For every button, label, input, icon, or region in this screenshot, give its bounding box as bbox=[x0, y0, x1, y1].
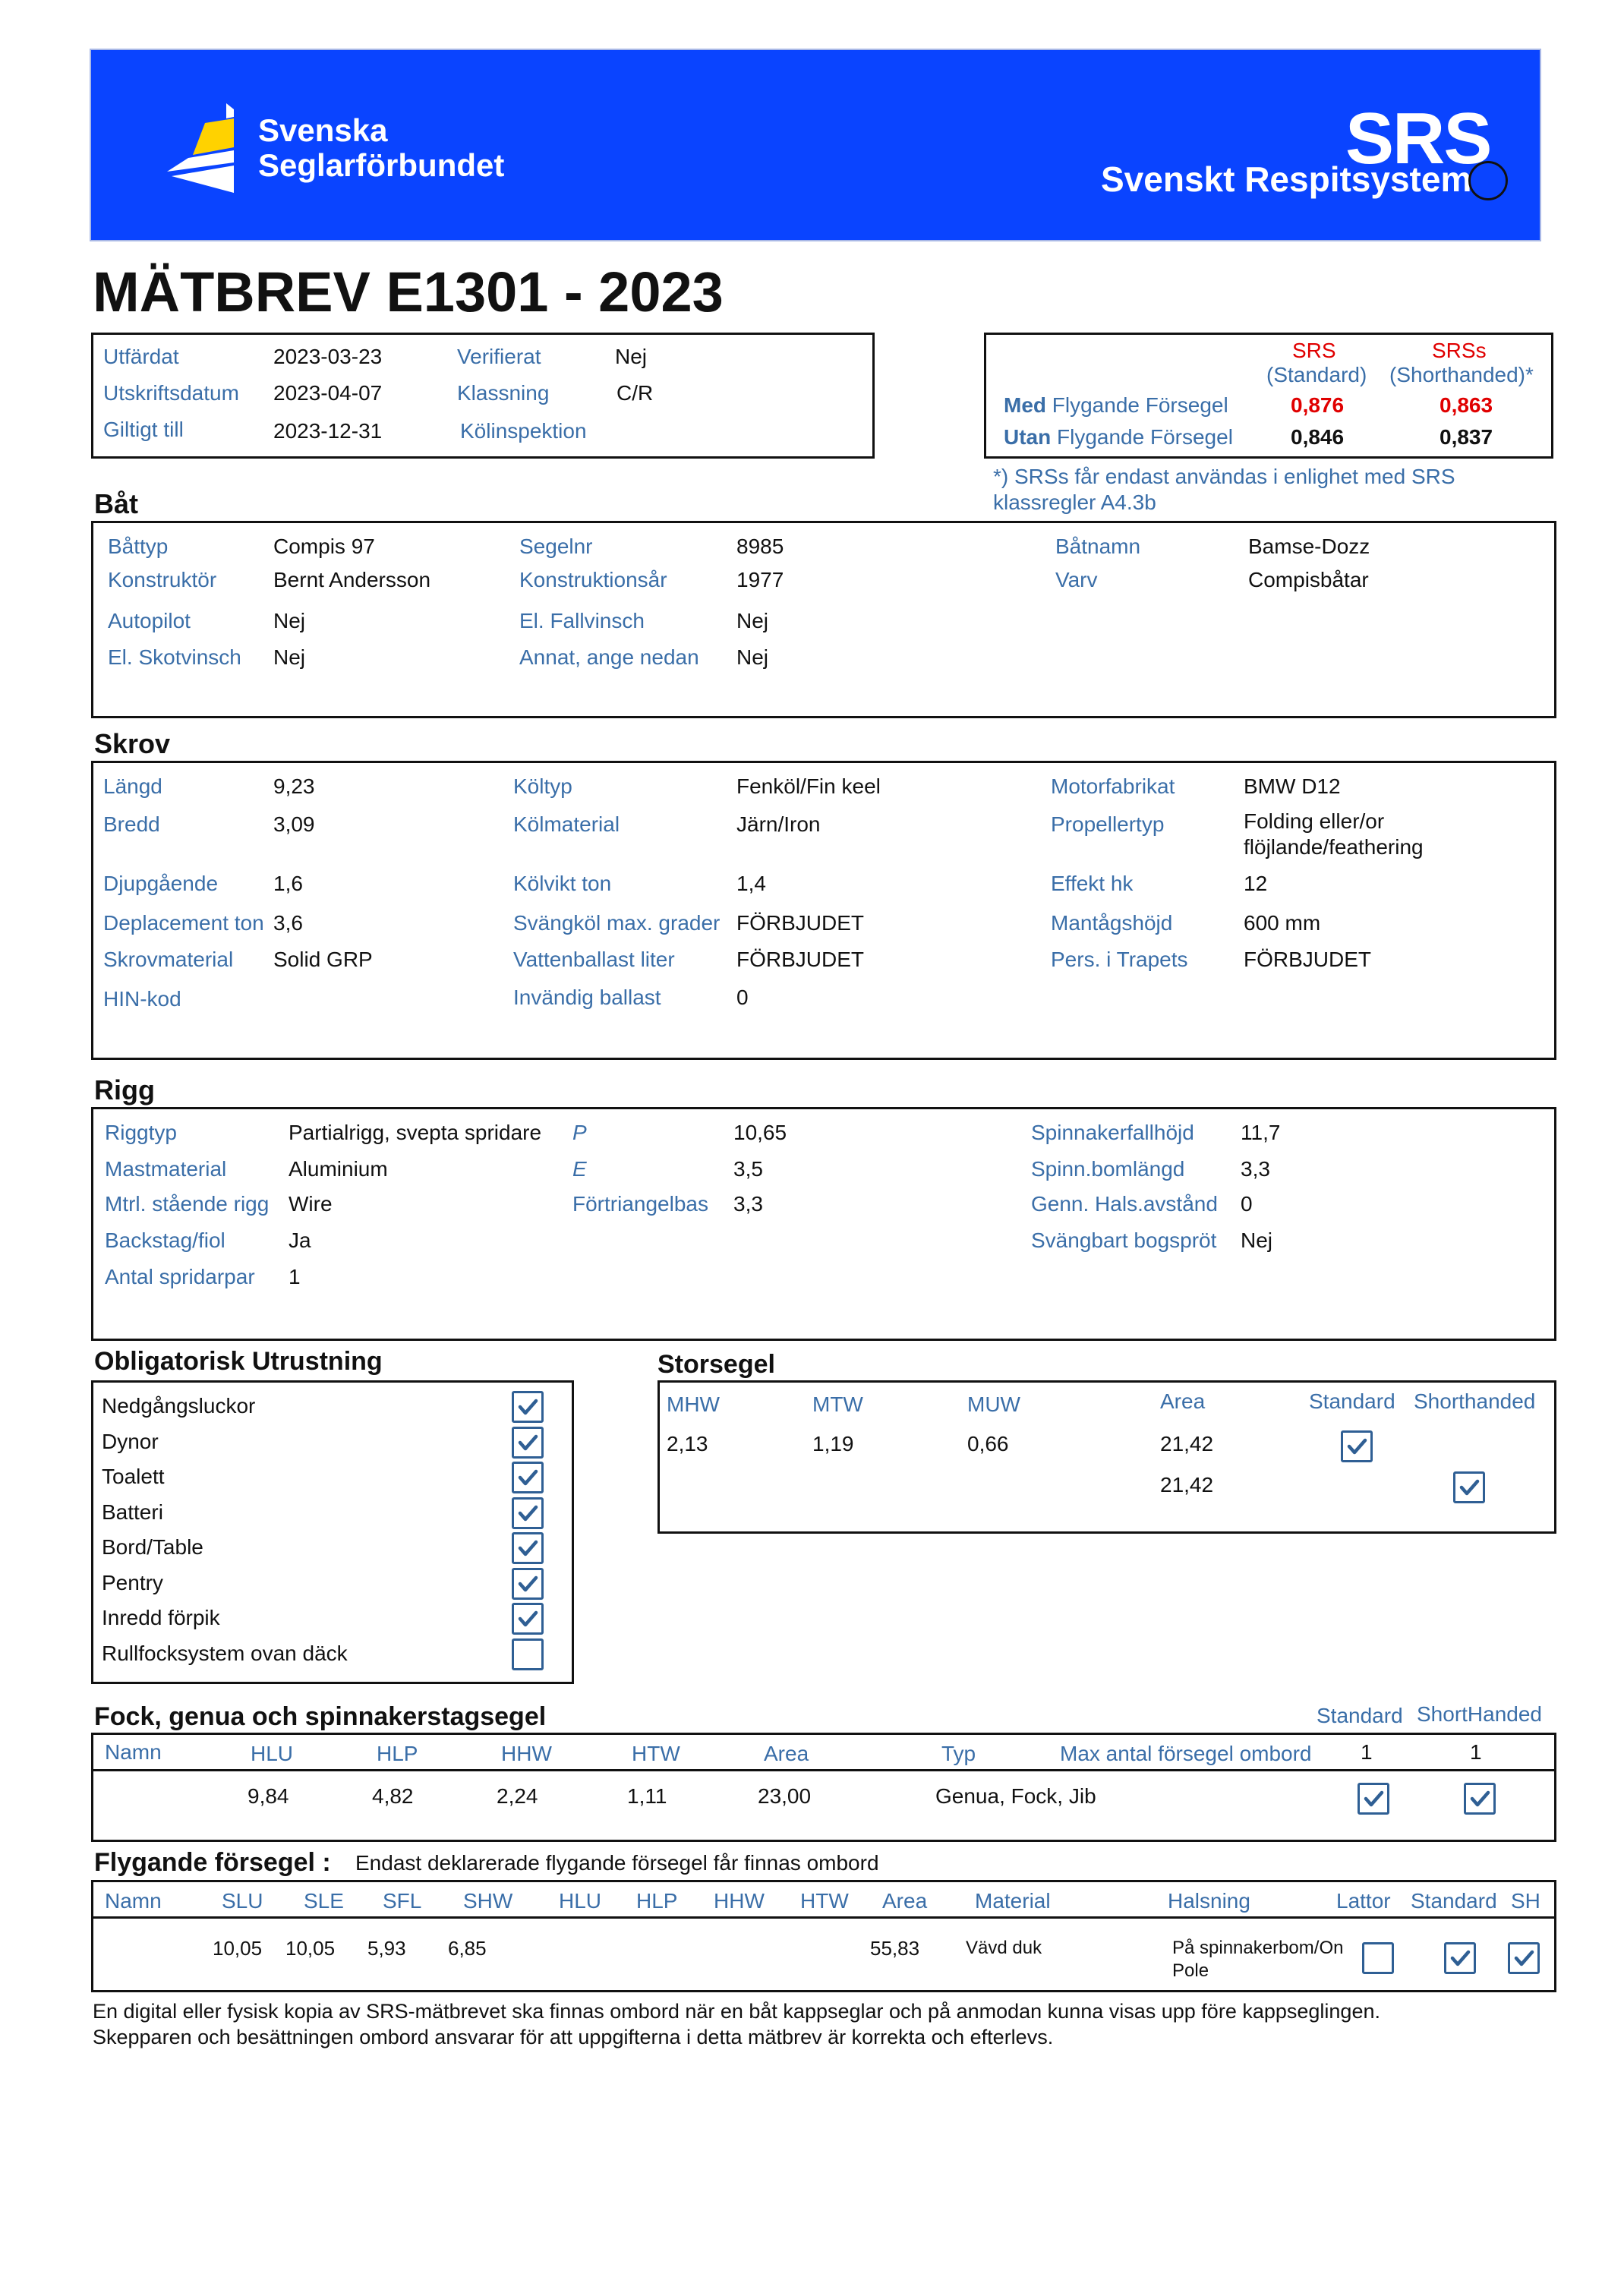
storsegel-standard-checkbox[interactable] bbox=[1341, 1430, 1373, 1462]
spinnakerfallhojd-label: Spinnakerfallhöjd bbox=[1031, 1121, 1194, 1144]
annat-value: Nej bbox=[736, 645, 769, 669]
checkmark-icon bbox=[514, 1570, 541, 1597]
flygande-namn-header: Namn bbox=[105, 1889, 162, 1913]
p-value: 10,65 bbox=[733, 1121, 787, 1144]
utrustning-item-label: Toalett bbox=[102, 1465, 165, 1488]
bat-heading: Båt bbox=[94, 488, 139, 519]
srss-utan-value: 0,837 bbox=[1440, 425, 1493, 449]
checkmark-icon bbox=[514, 1464, 541, 1491]
flygande-area-header: Area bbox=[882, 1889, 928, 1913]
effekt-label: Effekt hk bbox=[1051, 872, 1134, 895]
flygande-slu-header: SLU bbox=[222, 1889, 263, 1913]
langd-value: 9,23 bbox=[273, 774, 315, 798]
motorfabrikat-label: Motorfabrikat bbox=[1051, 774, 1175, 798]
storsegel-standard-header: Standard bbox=[1309, 1389, 1395, 1413]
mastmaterial-label: Mastmaterial bbox=[105, 1157, 227, 1181]
giltigt-label: Giltigt till bbox=[103, 418, 184, 441]
bredd-value: 3,09 bbox=[273, 812, 315, 836]
svangkol-label: Svängköl max. grader bbox=[513, 911, 721, 935]
flygande-heading-note: Endast deklarerade flygande försegel får finnas ombord bbox=[355, 1851, 879, 1875]
srs-col-head: SRS bbox=[1292, 339, 1336, 362]
srs-col-sub: (Standard) bbox=[1266, 363, 1367, 386]
checkmark-icon bbox=[1455, 1474, 1483, 1501]
checkmark-icon bbox=[514, 1605, 541, 1632]
segelnr-value: 8985 bbox=[736, 535, 784, 558]
srss-col-head: SRSs bbox=[1432, 339, 1487, 362]
utrustning-item-checkbox[interactable] bbox=[512, 1427, 544, 1459]
checkmark-icon bbox=[514, 1500, 541, 1527]
utrustning-item-checkbox[interactable] bbox=[512, 1638, 544, 1670]
utrustning-item-checkbox[interactable] bbox=[512, 1603, 544, 1635]
srss-col-sub: (Shorthanded)* bbox=[1389, 363, 1534, 386]
storsegel-area-header: Area bbox=[1160, 1389, 1206, 1413]
org-name-line2: Seglarförbundet bbox=[258, 147, 505, 183]
fock-namn-header: Namn bbox=[105, 1740, 162, 1764]
invandig-ballast-label: Invändig ballast bbox=[513, 986, 661, 1009]
verifierat-label: Verifierat bbox=[457, 345, 541, 368]
flygande-heading: Flygande försegel : bbox=[94, 1848, 331, 1877]
halsavstand-label: Genn. Hals.avstånd bbox=[1031, 1192, 1218, 1216]
motorfabrikat-value: BMW D12 bbox=[1244, 774, 1341, 798]
flygande-sh-header: SH bbox=[1511, 1889, 1540, 1913]
mastmaterial-value: Aluminium bbox=[289, 1157, 388, 1181]
srss-note-line1: *) SRSs får endast användas i enlighet med SRS bbox=[993, 465, 1455, 488]
checkmark-icon bbox=[514, 1393, 541, 1421]
djup-value: 1,6 bbox=[273, 872, 303, 895]
utrustning-item-checkbox[interactable] bbox=[512, 1532, 544, 1564]
flygande-standard-header: Standard bbox=[1411, 1889, 1497, 1913]
storsegel-mtw-value: 1,19 bbox=[812, 1432, 854, 1456]
konstruktionsar-label: Konstruktionsår bbox=[519, 568, 667, 591]
checkmark-icon bbox=[1343, 1433, 1370, 1460]
pers-trapets-label: Pers. i Trapets bbox=[1051, 948, 1188, 971]
battyp-value: Compis 97 bbox=[273, 535, 375, 558]
utrustning-item-label: Bord/Table bbox=[102, 1535, 203, 1559]
flygande-lattor-checkbox[interactable] bbox=[1362, 1942, 1394, 1974]
storsegel-area-value-2: 21,42 bbox=[1160, 1473, 1214, 1496]
skrov-heading: Skrov bbox=[94, 728, 171, 759]
fock-hlp-header: HLP bbox=[377, 1742, 418, 1765]
flygande-hlu-header: HLU bbox=[559, 1889, 602, 1913]
flygande-lattor-header: Lattor bbox=[1336, 1889, 1391, 1913]
propellertyp-value-line1: Folding eller/or bbox=[1244, 809, 1385, 833]
circle-icon bbox=[1468, 161, 1508, 200]
flygande-sle-header: SLE bbox=[304, 1889, 344, 1913]
segelnr-label: Segelnr bbox=[519, 535, 593, 558]
bogsprot-value: Nej bbox=[1241, 1228, 1273, 1252]
skotvinsch-value: Nej bbox=[273, 645, 306, 669]
langd-label: Längd bbox=[103, 774, 162, 798]
fock-hhw-header: HHW bbox=[501, 1742, 552, 1765]
kolmaterial-value: Järn/Iron bbox=[736, 812, 821, 836]
storsegel-muw-header: MUW bbox=[967, 1392, 1020, 1416]
checkmark-icon bbox=[514, 1534, 541, 1562]
propellertyp-value-line2: flöjlande/feathering bbox=[1244, 835, 1424, 859]
giltigt-value: 2023-12-31 bbox=[273, 419, 383, 443]
klassning-value: C/R bbox=[616, 381, 654, 405]
kolmaterial-label: Kölmaterial bbox=[513, 812, 620, 836]
utskrift-label: Utskriftsdatum bbox=[103, 381, 239, 405]
klassning-label: Klassning bbox=[457, 381, 550, 405]
utrustning-item-label: Nedgångsluckor bbox=[102, 1394, 256, 1418]
flygande-sh-checkbox[interactable] bbox=[1508, 1942, 1540, 1974]
flygande-halsning-value-line1: På spinnakerbom/On bbox=[1172, 1938, 1344, 1958]
e-value: 3,5 bbox=[733, 1157, 763, 1181]
staende-rigg-label: Mtrl. stående rigg bbox=[105, 1192, 270, 1216]
fock-max-standard: 1 bbox=[1361, 1740, 1373, 1764]
utfardat-label: Utfärdat bbox=[103, 345, 179, 368]
spridarpar-label: Antal spridarpar bbox=[105, 1265, 255, 1288]
propellertyp-label: Propellertyp bbox=[1051, 812, 1165, 836]
fallvinsch-value: Nej bbox=[736, 609, 769, 632]
flygande-header-divider bbox=[91, 1916, 1556, 1919]
checkmark-icon bbox=[1360, 1785, 1387, 1812]
konstruktor-label: Konstruktör bbox=[108, 568, 217, 591]
flygande-sfl-header: SFL bbox=[383, 1889, 422, 1913]
flygande-slu-value: 10,05 bbox=[213, 1937, 263, 1960]
flygande-sfl-value: 5,93 bbox=[367, 1937, 406, 1960]
vattenballast-label: Vattenballast liter bbox=[513, 948, 675, 971]
koltyp-value: Fenköl/Fin keel bbox=[736, 774, 881, 798]
batnamn-label: Båtnamn bbox=[1055, 535, 1141, 558]
srs-utan-value: 0,846 bbox=[1291, 425, 1345, 449]
fock-area-header: Area bbox=[764, 1742, 809, 1765]
storsegel-mtw-header: MTW bbox=[812, 1392, 863, 1416]
fock-standard-checkbox[interactable] bbox=[1358, 1783, 1389, 1815]
spinnbomlangd-value: 3,3 bbox=[1241, 1157, 1270, 1181]
backstag-value: Ja bbox=[289, 1228, 311, 1252]
fock-hhw-value: 2,24 bbox=[497, 1784, 538, 1808]
storsegel-heading: Storsegel bbox=[657, 1350, 775, 1379]
bredd-label: Bredd bbox=[103, 812, 160, 836]
flygande-standard-checkbox[interactable] bbox=[1444, 1942, 1476, 1974]
effekt-value: 12 bbox=[1244, 872, 1268, 895]
fock-box bbox=[91, 1733, 1556, 1842]
fock-hlu-value: 9,84 bbox=[248, 1784, 289, 1808]
skotvinsch-label: El. Skotvinsch bbox=[108, 645, 241, 669]
utrustning-item-label: Batteri bbox=[102, 1500, 163, 1524]
flygande-hlp-header: HLP bbox=[636, 1889, 678, 1913]
flygande-hhw-header: HHW bbox=[714, 1889, 765, 1913]
storsegel-mhw-header: MHW bbox=[667, 1392, 720, 1416]
utrustning-heading: Obligatorisk Utrustning bbox=[94, 1347, 383, 1376]
utrustning-item-checkbox[interactable] bbox=[512, 1497, 544, 1529]
checkmark-icon bbox=[1446, 1944, 1474, 1972]
storsegel-shorthanded-header: Shorthanded bbox=[1414, 1389, 1536, 1413]
skrovmaterial-value: Solid GRP bbox=[273, 948, 373, 971]
fock-heading: Fock, genua och spinnakerstagsegel bbox=[94, 1702, 547, 1731]
pers-trapets-value: FÖRBJUDET bbox=[1244, 948, 1371, 971]
djup-label: Djupgående bbox=[103, 872, 219, 895]
utrustning-item-label: Dynor bbox=[102, 1430, 159, 1453]
hin-label: HIN-kod bbox=[103, 987, 181, 1011]
srs-logo-text: SRS bbox=[1345, 98, 1491, 179]
deplacement-value: 3,6 bbox=[273, 911, 303, 935]
fock-shorthanded-checkbox[interactable] bbox=[1464, 1783, 1496, 1815]
srss-med-value: 0,863 bbox=[1440, 393, 1493, 417]
varv-label: Varv bbox=[1055, 568, 1098, 591]
utrustning-item-label: Rullfocksystem ovan däck bbox=[102, 1642, 348, 1665]
staende-rigg-value: Wire bbox=[289, 1192, 333, 1216]
utskrift-value: 2023-04-07 bbox=[273, 381, 383, 405]
bogsprot-label: Svängbart bogspröt bbox=[1031, 1228, 1217, 1252]
utrustning-item-label: Inredd förpik bbox=[102, 1606, 220, 1629]
fock-max-shorthanded: 1 bbox=[1470, 1740, 1482, 1764]
flygande-sle-value: 10,05 bbox=[285, 1937, 336, 1960]
fallvinsch-label: El. Fallvinsch bbox=[519, 609, 645, 632]
batnamn-value: Bamse-Dozz bbox=[1248, 535, 1370, 558]
skrov-box bbox=[91, 761, 1556, 1060]
spinnakerfallhojd-value: 11,7 bbox=[1241, 1121, 1281, 1144]
header-banner bbox=[90, 49, 1541, 241]
kolvikt-value: 1,4 bbox=[736, 872, 766, 895]
without-spinnaker-label: Utan Flygande Försegel bbox=[1004, 425, 1233, 449]
fock-hlu-header: HLU bbox=[251, 1742, 294, 1765]
flygande-halsning-header: Halsning bbox=[1168, 1889, 1250, 1913]
mantagshojd-label: Mantågshöjd bbox=[1051, 911, 1173, 935]
srss-note-line2: klassregler A4.3b bbox=[993, 490, 1156, 514]
footer-line2: Skepparen och besättningen ombord ansvarar för att uppgifterna i detta mätbrev är korrekta och efterlevs. bbox=[93, 2026, 1054, 2048]
checkmark-icon bbox=[1466, 1785, 1493, 1812]
storsegel-area-value: 21,42 bbox=[1160, 1432, 1214, 1456]
riggtyp-value: Partialrigg, svepta spridare bbox=[289, 1121, 542, 1144]
backstag-label: Backstag/fiol bbox=[105, 1228, 225, 1252]
rigg-heading: Rigg bbox=[94, 1074, 155, 1105]
fock-header-divider bbox=[91, 1769, 1556, 1771]
fortriangelbas-value: 3,3 bbox=[733, 1192, 763, 1216]
utrustning-item-label: Pentry bbox=[102, 1571, 163, 1594]
storsegel-mhw-value: 2,13 bbox=[667, 1432, 708, 1456]
fock-hlp-value: 4,82 bbox=[372, 1784, 414, 1808]
kolinspektion-label: Kölinspektion bbox=[460, 419, 587, 443]
flygande-shw-value: 6,85 bbox=[448, 1937, 487, 1960]
kolvikt-label: Kölvikt ton bbox=[513, 872, 612, 895]
riggtyp-label: Riggtyp bbox=[105, 1121, 177, 1144]
spinnbomlangd-label: Spinn.bomlängd bbox=[1031, 1157, 1185, 1181]
fock-area-value: 23,00 bbox=[758, 1784, 812, 1808]
fock-htw-value: 1,11 bbox=[627, 1784, 667, 1808]
mantagshojd-value: 600 mm bbox=[1244, 911, 1321, 935]
svangkol-value: FÖRBJUDET bbox=[736, 911, 864, 935]
fock-htw-header: HTW bbox=[632, 1742, 680, 1765]
storsegel-muw-value: 0,66 bbox=[967, 1432, 1009, 1456]
vattenballast-value: FÖRBJUDET bbox=[736, 948, 864, 971]
fortriangelbas-label: Förtriangelbas bbox=[572, 1192, 708, 1216]
flygande-material-value: Vävd duk bbox=[966, 1938, 1042, 1958]
invandig-ballast-value: 0 bbox=[736, 986, 749, 1009]
spridarpar-value: 1 bbox=[289, 1265, 301, 1288]
skrovmaterial-label: Skrovmaterial bbox=[103, 948, 234, 971]
flygande-area-value: 55,83 bbox=[870, 1937, 920, 1960]
koltyp-label: Költyp bbox=[513, 774, 572, 798]
org-name-line1: Svenska bbox=[258, 112, 388, 148]
autopilot-value: Nej bbox=[273, 609, 306, 632]
halsavstand-value: 0 bbox=[1241, 1192, 1253, 1216]
e-label: E bbox=[572, 1157, 587, 1181]
flygande-halsning-value-line2: Pole bbox=[1172, 1960, 1209, 1981]
verifierat-value: Nej bbox=[615, 345, 648, 368]
utrustning-item-checkbox[interactable] bbox=[512, 1462, 544, 1493]
deplacement-label: Deplacement ton bbox=[103, 911, 264, 935]
utrustning-item-checkbox[interactable] bbox=[512, 1391, 544, 1423]
utfardat-value: 2023-03-23 bbox=[273, 345, 383, 368]
utrustning-box bbox=[91, 1380, 574, 1684]
fock-shorthanded-caption: ShortHanded bbox=[1417, 1702, 1543, 1726]
autopilot-label: Autopilot bbox=[108, 609, 191, 632]
checkmark-icon bbox=[1510, 1944, 1537, 1972]
flygande-htw-header: HTW bbox=[800, 1889, 849, 1913]
battyp-label: Båttyp bbox=[108, 535, 169, 558]
flygande-material-header: Material bbox=[975, 1889, 1051, 1913]
konstruktionsar-value: 1977 bbox=[736, 568, 784, 591]
with-spinnaker-label: Med Flygande Försegel bbox=[1004, 393, 1228, 417]
p-label: P bbox=[572, 1121, 587, 1144]
fock-typ-header: Typ bbox=[941, 1742, 976, 1765]
utrustning-item-checkbox[interactable] bbox=[512, 1568, 544, 1600]
page-title: MÄTBREV E1301 - 2023 bbox=[93, 260, 724, 323]
fock-max-header: Max antal försegel ombord bbox=[1060, 1742, 1312, 1765]
ssf-logo-icon bbox=[167, 103, 251, 194]
annat-label: Annat, ange nedan bbox=[519, 645, 699, 669]
storsegel-shorthanded-checkbox[interactable] bbox=[1453, 1471, 1485, 1503]
konstruktor-value: Bernt Andersson bbox=[273, 568, 431, 591]
fock-standard-caption: Standard bbox=[1317, 1704, 1403, 1727]
fock-typ-value: Genua, Fock, Jib bbox=[935, 1784, 1096, 1808]
srs-subtitle: Svenskt Respitsystem bbox=[1101, 159, 1472, 199]
varv-value: Compisbåtar bbox=[1248, 568, 1369, 591]
checkmark-icon bbox=[514, 1429, 541, 1456]
flygande-shw-header: SHW bbox=[463, 1889, 513, 1913]
footer-line1: En digital eller fysisk kopia av SRS-mätbrevet ska finnas ombord när en båt kappseglar och på anmodan kunna visas upp före kappseglingen. bbox=[93, 2000, 1380, 2023]
srs-med-value: 0,876 bbox=[1291, 393, 1345, 417]
